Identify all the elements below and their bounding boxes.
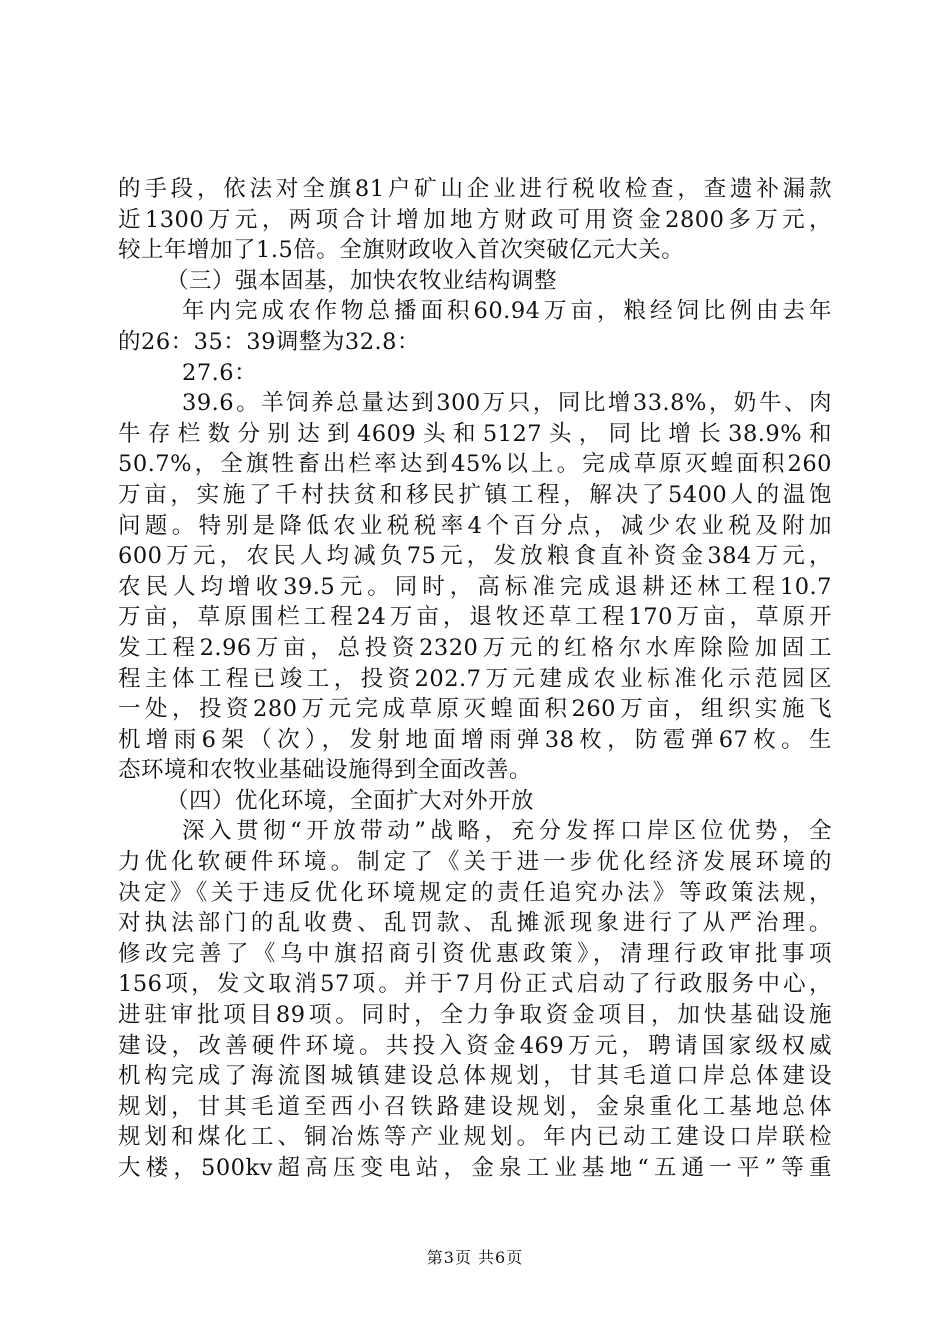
text-line: 万亩，实施了千村扶贫和移民扩镇工程，解决了5400人的温饱	[118, 481, 832, 508]
text-line: 一处，投资280万元完成草原灭蝗面积260万亩，组织实施飞	[118, 696, 832, 723]
text-line: 机增雨6架（次），发射地面增雨弹38枚，防雹弹67枚。生	[118, 726, 832, 753]
text-line: 的手段，依法对全旗81户矿山企业进行税收检查，查遗补漏款	[118, 176, 832, 202]
text-line: 问题。特别是降低农业税税率4个百分点，减少农业税及附加	[118, 512, 832, 539]
text-line: 进驻审批项目89项。同时，全力争取资金项目，加快基础设施	[118, 1002, 832, 1029]
text-line: 决定》《关于违反优化环境规定的责任追究办法》等政策法规，	[118, 879, 832, 906]
section-heading: （三）强本固基，加快农牧业结构调整	[166, 267, 558, 294]
document-body	[118, 174, 832, 1184]
text-line: 发工程2.96万亩，总投资2320万元的红格尔水库除险加固工	[118, 634, 832, 661]
text-line: 156项，发文取消57项。并于7月份正式启动了行政服务中心，	[118, 971, 832, 998]
text-line: 态环境和农牧业基础设施得到全面改善。	[118, 757, 533, 784]
text-line: 大楼，500kv超高压变电站，金泉工业基地“五通一平”等重	[118, 1155, 832, 1181]
text-line: 万亩，草原围栏工程24万亩，退牧还草工程170万亩，草原开	[118, 604, 832, 631]
text-line: 年内完成农作物总播面积60.94万亩，粮经饲比例由去年	[182, 298, 832, 325]
text-line: 程主体工程已竣工，投资202.7万元建成农业标准化示范园区	[118, 665, 832, 692]
page-number-footer: 第3页 共6页	[426, 1248, 524, 1267]
section-heading: （四）优化环境，全面扩大对外开放	[166, 787, 535, 814]
text-line: 对执法部门的乱收费、乱罚款、乱摊派现象进行了从严治理。	[118, 910, 832, 937]
text-line: 较上年增加了1.5倍。全旗财政收入首次突破亿元大关。	[118, 237, 685, 264]
text-line: 力优化软硬件环境。制定了《关于进一步优化经济发展环境的	[118, 849, 832, 876]
text-line: 农民人均增收39.5元。同时，高标准完成退耕还林工程10.7	[118, 573, 832, 600]
text-line: 39.6。羊饲养总量达到300万只，同比增33.8%，奶牛、肉	[182, 390, 832, 417]
text-line: 近1300万元，两项合计增加地方财政可用资金2800多万元，	[118, 206, 832, 233]
text-line: 600万元，农民人均减负75元，发放粮食直补资金384万元，	[118, 543, 832, 570]
text-line: 深入贯彻“开放带动”战略，充分发挥口岸区位优势，全	[182, 818, 832, 845]
text-line: 规划，甘其毛道至西小召铁路建设规划，金泉重化工基地总体	[118, 1093, 832, 1120]
text-line: 修改完善了《乌中旗招商引资优惠政策》，清理行政审批事项	[118, 940, 832, 967]
text-line: 的26：35：39调整为32.8：	[118, 328, 420, 355]
text-line: 27.6：	[182, 359, 258, 386]
text-line: 机构完成了海流图城镇建设总体规划，甘其毛道口岸总体建设	[118, 1063, 832, 1090]
text-line: 50.7%，全旗牲畜出栏率达到45%以上。完成草原灭蝗面积260	[118, 451, 832, 478]
text-line: 建设，改善硬件环境。共投入资金469万元，聘请国家级权威	[118, 1032, 832, 1059]
text-line: 规划和煤化工、铜冶炼等产业规划。年内已动工建设口岸联检	[118, 1124, 832, 1151]
text-line: 牛存栏数分别达到4609头和5127头，同比增长38.9%和	[118, 420, 832, 447]
